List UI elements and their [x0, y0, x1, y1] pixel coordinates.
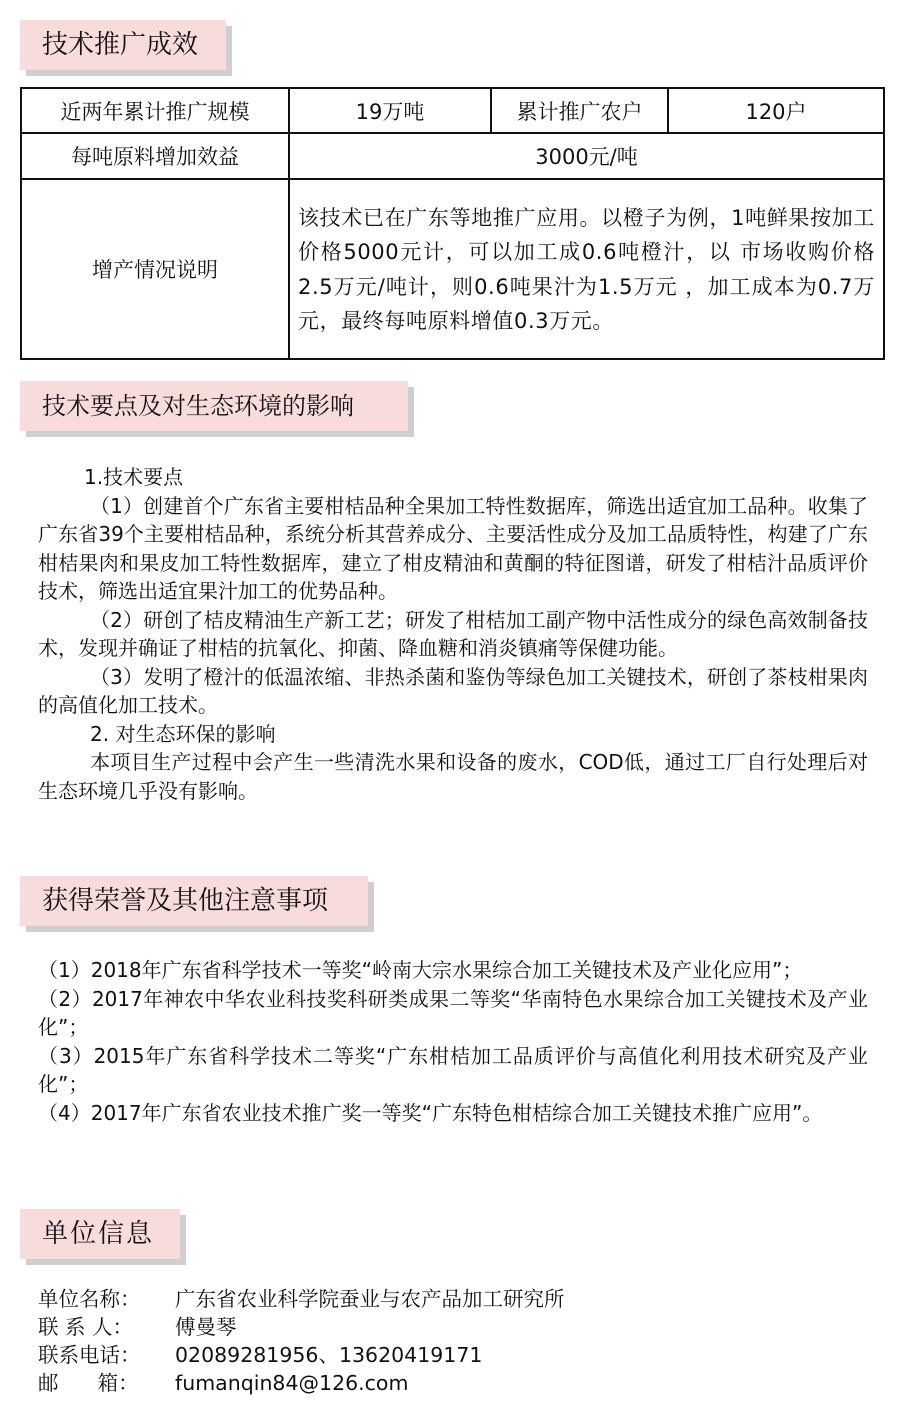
honors-list [38, 956, 868, 1127]
email-row [38, 1369, 565, 1397]
unit-name-label: 单位名称： [38, 1287, 141, 1311]
list-item: （2）2017年神农中华农业科技奖科研类成果二等奖“华南特色水果综合加工关键技术及产业化”； [38, 986, 868, 1039]
benefit-label: 每吨原料增加效益 [21, 133, 289, 179]
unit-info [38, 1285, 565, 1397]
farmers-label: 累计推广农户 [491, 88, 668, 133]
section-heading-honors [20, 876, 368, 926]
phone-label: 联系电话： [38, 1343, 141, 1367]
subheading-tech-points: 1.技术要点 [84, 465, 184, 489]
key-points-body [38, 463, 868, 805]
list-item: （3）2015年广东省科学技术二等奖“广东柑桔加工品质评价与高值化利用技术研究及产业化”； [38, 1043, 868, 1096]
paragraph: （2）研创了桔皮精油生产新工艺；研发了柑桔加工副产物中活性成分的绿色高效制备技术，发现并确证了柑桔的抗氧化、抑菌、降血糖和消炎镇痛等保健功能。 [38, 607, 868, 660]
results-table [20, 87, 885, 360]
phone-value: 02089281956、13620419171 [175, 1343, 483, 1367]
farmers-value: 120户 [668, 88, 884, 133]
section-title: 技术推广成效 [42, 30, 199, 60]
description-label: 增产情况说明 [21, 179, 289, 359]
section-heading-unit [20, 1209, 180, 1259]
description-text: 该技术已在广东等地推广应用。以橙子为例，1吨鲜果按加工价格5000元计，可以加工成0.6吨橙汁，以 市场收购价格2.5万元/吨计，则0.6吨果汁为1.5万元 ，加工成本为0.7万元，最终每吨原料增值0.3万元。 [289, 179, 884, 359]
unit-name-value: 广东省农业科学院蚕业与农产品加工研究所 [175, 1287, 565, 1311]
scale-label: 近两年累计推广规模 [21, 88, 289, 133]
scale-value: 19万吨 [289, 88, 491, 133]
contact-person-value: 傅曼琴 [175, 1315, 237, 1339]
section-heading-results [20, 20, 226, 70]
paragraph: 本项目生产过程中会产生一些清洗水果和设备的废水，COD低，通过工厂自行处理后对生态环境几乎没有影响。 [38, 750, 868, 803]
table-row [21, 179, 884, 359]
paragraph: （1）创建首个广东省主要柑桔品种全果加工特性数据库，筛选出适宜加工品种。收集了广东省39个主要柑桔品种，系统分析其营养成分、主要活性成分及加工品质特性，构建了广东柑桔果肉和果皮加工特性数据库，建立了柑皮精油和黄酮的特征图谱，研发了柑桔汁品质评价技术，筛选出适宜果汁加工的优势品种。 [38, 493, 868, 603]
unit-name-row [38, 1285, 565, 1313]
table-row [21, 88, 884, 133]
email-label: 邮 箱： [38, 1371, 139, 1395]
list-item: （4）2017年广东省农业技术推广奖一等奖“广东特色柑桔综合加工关键技术推广应用”。 [38, 1100, 823, 1125]
subheading-ecology: 2. 对生态环保的影响 [90, 721, 276, 746]
contact-person-label: 联 系 人： [38, 1315, 134, 1339]
list-item: （1）2018年广东省科学技术一等奖“岭南大宗水果综合加工关键技术及产业化应用”； [38, 958, 803, 982]
contact-person-row [38, 1313, 565, 1341]
phone-row [38, 1341, 565, 1369]
email-value[interactable]: fumanqin84@126.com [175, 1371, 409, 1395]
benefit-value: 3000元/吨 [289, 133, 884, 179]
section-title: 技术要点及对生态环境的影响 [42, 392, 354, 420]
paragraph: （3）发明了橙汁的低温浓缩、非热杀菌和鉴伪等绿色加工关键技术，研创了茶枝柑果肉的高值化加工技术。 [38, 664, 868, 717]
table-row [21, 133, 884, 179]
section-heading-key-points [20, 381, 408, 431]
section-title: 获得荣誉及其他注意事项 [42, 886, 329, 916]
section-title: 单位信息 [42, 1219, 155, 1249]
